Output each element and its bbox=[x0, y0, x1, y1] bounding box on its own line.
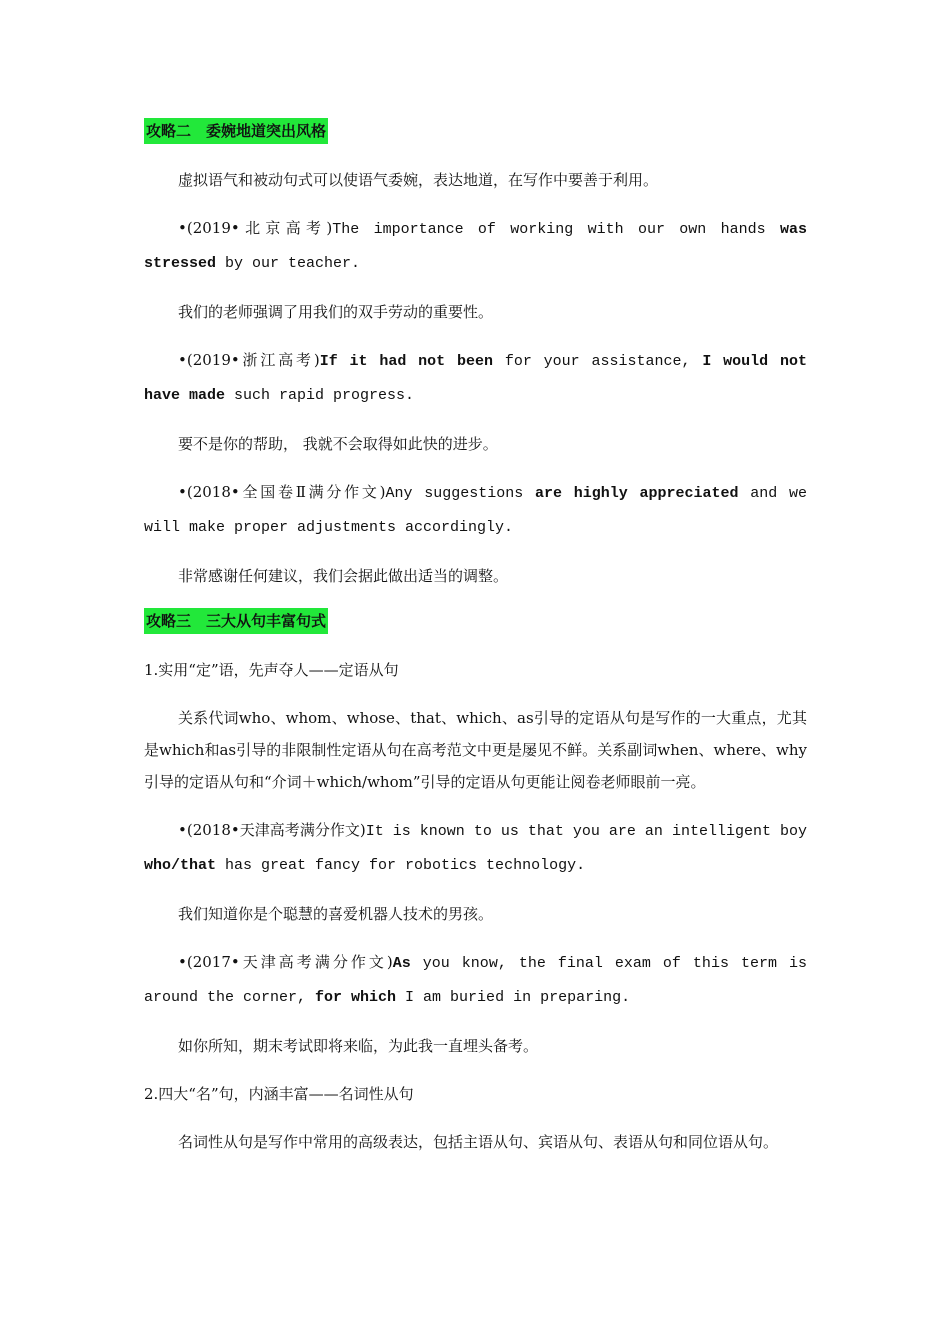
noun-clause-paragraph: 名词性从句是写作中常用的高级表达，包括主语从句、宾语从句、表语从句和同位语从句。 bbox=[178, 1133, 779, 1151]
section-heading-2: 攻略二 委婉地道突出风格 bbox=[144, 118, 328, 144]
example-source: (2018•全国卷Ⅱ满分作文) bbox=[186, 483, 386, 501]
highlight-phrase: I would not have made bbox=[144, 353, 807, 404]
bullet: • bbox=[178, 351, 187, 369]
highlight-phrase: who/that bbox=[144, 857, 217, 874]
section-2-intro: 虚拟语气和被动句式可以使语气委婉，表达地道，在写作中要善于利用。 bbox=[178, 171, 659, 189]
document-body bbox=[144, 118, 807, 1174]
example-source: (2019•北京高考) bbox=[186, 219, 333, 237]
highlight-phrase: If it had not been bbox=[319, 353, 493, 370]
highlight-phrase: As bbox=[392, 955, 411, 972]
subheading-noun-clause: 2.四大“名”句，内涵丰富——名词性从句 bbox=[144, 1085, 414, 1103]
example-source: (2019•浙江高考) bbox=[186, 351, 320, 369]
highlight-phrase: was stressed bbox=[144, 221, 807, 272]
example-translation: 我们的老师强调了用我们的双手劳动的重要性。 bbox=[178, 303, 494, 321]
example-2019-beijing: •(2019•北京高考)The importance of working with our own hands was stressed by our teacher. bbox=[144, 219, 807, 272]
bullet: • bbox=[178, 219, 187, 237]
section-heading-3: 攻略三 三大从句丰富句式 bbox=[144, 608, 328, 634]
example-2018-national: •(2018•全国卷Ⅱ满分作文)Any suggestions are highly appreciated and we will make proper adjustments accordingly. bbox=[144, 483, 807, 536]
highlight-phrase: are highly appreciated bbox=[534, 485, 739, 502]
example-source: (2018•天津高考满分作文) bbox=[186, 821, 366, 839]
subheading-attributive-clause: 1.实用“定”语，先声夺人——定语从句 bbox=[144, 661, 399, 679]
example-source: (2017•天津高考满分作文) bbox=[186, 953, 393, 971]
example-2017-tianjin: •(2017•天津高考满分作文)As you know, the final exam of this term is around the corner, for which I am buried in preparing. bbox=[144, 953, 807, 1006]
example-translation: 要不是你的帮助， 我就不会取得如此快的进步。 bbox=[178, 435, 498, 453]
example-translation: 非常感谢任何建议，我们会据此做出适当的调整。 bbox=[178, 567, 509, 585]
example-2019-zhejiang: •(2019•浙江高考)If it had not been for your assistance, I would not have made such rapid progress. bbox=[144, 351, 807, 404]
bullet: • bbox=[178, 821, 187, 839]
bullet: • bbox=[178, 483, 187, 501]
highlight-phrase: for which bbox=[315, 989, 397, 1006]
example-translation: 我们知道你是个聪慧的喜爱机器人技术的男孩。 bbox=[178, 905, 494, 923]
attributive-clause-paragraph: 关系代词who、whom、whose、that、which、as引导的定语从句是写作的一大重点，尤其是which和as引导的非限制性定语从句在高考范文中更是屡见不鲜。关系副词when、where、why引导的定语从句和“介词＋which/whom”引导的定语从句更能让阅卷老师眼前一亮。 bbox=[144, 709, 807, 791]
example-translation: 如你所知，期末考试即将来临，为此我一直埋头备考。 bbox=[178, 1037, 539, 1055]
example-2018-tianjin: •(2018•天津高考满分作文)It is known to us that you are an intelligent boy who/that has great fancy for robotics technology. bbox=[144, 821, 807, 874]
bullet: • bbox=[178, 953, 187, 971]
